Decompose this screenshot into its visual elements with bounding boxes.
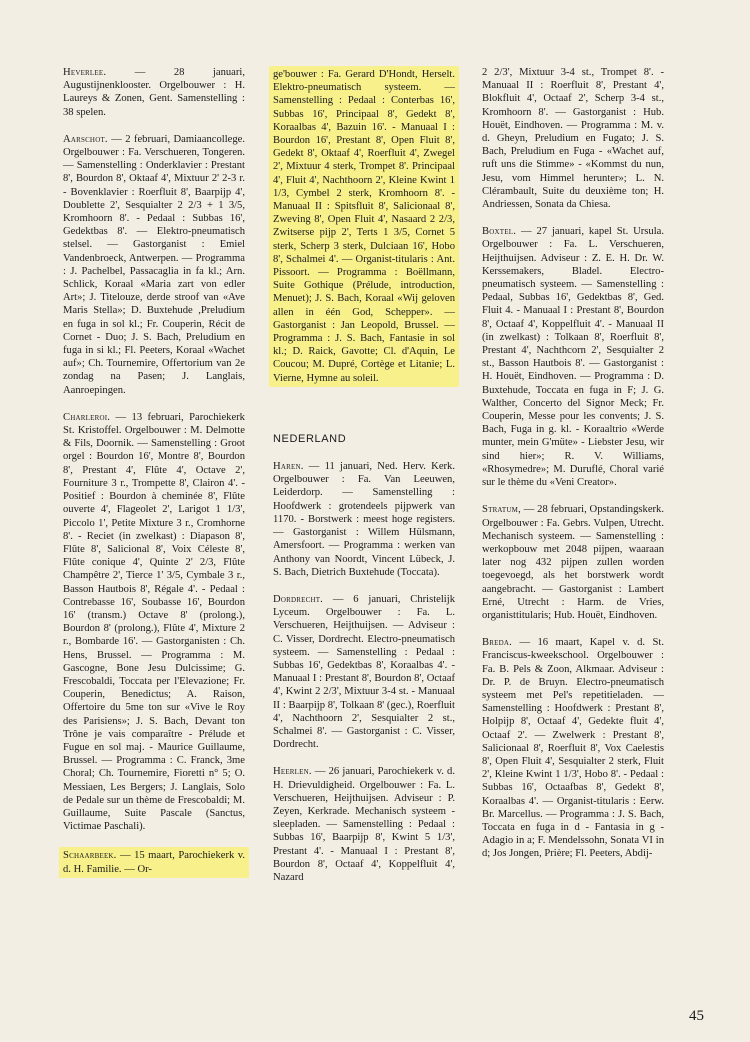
place-name: Schaarbeek. bbox=[63, 850, 117, 862]
place-name: Charleroi. bbox=[63, 411, 111, 423]
place-name: Heerlen. bbox=[273, 766, 312, 778]
place-name: Haren. bbox=[273, 461, 304, 473]
entry-text: — 13 februari, Parochiekerk St. Kristoffel. Orgelbouwer : M. Delmotte & Fils, Doornik. — Samenstelling : Groot orgel : Bourdon 16', Montre 8', Bourdon 8', Prestant 4', Flûte 4', Octave 2', Fourniture 3 r., Trompette 8', Clairon 4'. - Positief : Bourdon à cheminée 8', Flûte ouverte 4', Flageolet 2', Larigot 1 1/3', Piccolo 1', Petite Mixture 3 r., Cromhorne 8'. - Reciet (in zwelkast) : Diapason 8', Flûte 8', Salicional 8', Voix Céleste 8', Flûte conique 4', Quinte 2' 2/3, Flûte Champêtre 2', Tierce 1' 3/5, Cymbale 3 r., Basson Hautbois 8', Régale 4'. - Pedaal : Contrebasse 16', Soubasse 16', Bourdon 16' (transm.) Octave 8' (prolong.), Bourdon 8' (prolong.), Flûte 4', Mixture 2 r., Bombarde 16'. — Gastorganisten : Ch. Hens, Brussel. — Programma : M. Gascogne, Bone Jesu Dulcissime; G. Frescobaldi, Toccata per l'Elevazione; Fr. Couperin, Benedictus; A. Raison, Offertoire du 5me ton sur «Vive le Roy des Parisiens»; J. S. Bach, Devant ton Trône je vais comparaître - Prélude et Fugue en sol maj. - Maurice Guillaume, Brussel. — Programma : C. Franck, 3me Choral; Ch. Tournemire, Fioretti n° 5; O. Messiaen, Les Bergers; J. Langlais, Solo de Pedale sur un thème de Frescobaldi; M. Guillaume, Suite Pascale (Sanctus, Victimae Paschali). bbox=[63, 411, 245, 833]
concert-entry bbox=[482, 225, 664, 489]
column-3 bbox=[482, 66, 664, 875]
concert-entry bbox=[482, 66, 664, 211]
page-number: 45 bbox=[689, 1008, 704, 1024]
entry-text: ge'bouwer : Fa. Gerard D'Hondt, Herselt. Elektro-pneumatisch systeem. — Samenstelling : Pedaal : Conterbas 16', Subbas 16', Principaal 8', Gedekt 8', Koraalbas 4', Bazuin 16'. - Manuaal I : Bourdon 16', Prestant 8', Open Fluit 8', Gedekt 8', Oktaaf 4', Roerfluit 4', Zwegel 2', Mixtuur 4 sterk, Trompet 8'. Principaal 4', Fluit 4', Nachthoorn 2', Kleine Kwint 1 1/3, Cymbel 2 sterk, Kromhoorn 8'. - Manuaal II : Spitsfluit 8', Salicionaal 8', Zweving 8', Open Fluit 4', Nasaard 2 2/3, Zwitserse pijp 2', Terts 1 3/5, Cornet 5 sterk, Scherp 3 sterk, Dulciaan 16', Hobo 8', Schalmei 4'. — Organist-titularis : Ant. Pissoort. — Programma : Boëllmann, Suite Gothique (Prélude, introduction, Menuet); J. S. Bach, Koraal «Wij geloven allen in één God, Schepper». — Gastorganist : Jan Leopold, Brussel. — Programma : J. S. Bach, Fantasie in sol kl.; D. Raick, Gavotte; Cl. d'Aquin, Le Coucou; M. Dupré, Cortège et Litanie; L. Vierne, Hymne au soleil. bbox=[273, 69, 455, 384]
entry-text: — 6 januari, Christelijk Lyceum. Orgelbouwer : Fa. L. Verschueren, Heijthuijsen. — Adviseur : C. Visser, Dordrecht. Electro-pneumatisch systeem. — Samenstelling : Pedaal : Subbas 16', Gedektbas 8', Koraalbas 4'. - Manuaal I : Prestant 8', Bourdon 8', Octaaf 4', Kwint 2 2/3', Mixtuur 3-4 st. - Manuaal II : Baarpijp 8', Tolkaan 8' (gec.), Roerfluit 4', Nachthoorn 2', Sesquialter 2 st., Schalmei 8'. — Gastorganist : C. Visser, Dordrecht. bbox=[273, 593, 455, 751]
entry-text: — 11 januari, Ned. Herv. Kerk. Orgelbouwer : Fa. Van Leeuwen, Leiderdorp. — Samenstelling : Hoofdwerk : grotendeels pijpwerk van 1170. - Borstwerk : meest hoge registers. — Gastorganist : Willem Hülsmann, Amersfoort. — Programma : werken van Anthony van Noordt, Vincent Lübeck, J. S. Bach, Dietrich Buxtehude (Toccata). bbox=[273, 461, 455, 578]
entry-text: — 2 februari, Damiaancollege. Orgelbouwer : Fa. Verschueren, Tongeren. — Samenstelling : Onderklavier : Prestant 8', Bourdon 8', Oktaaf 4', Mixtuur 2' 2-3 r. - Bovenklavier : Roerfluit 8', Baarpijp 4', Doublette 2', Sesquialter 2 2/3 + 1 3/5, Kromhoorn 8'. - Pedaal : Subbas 16', Gedektbas 8'. — Elektro-pneumatisch stelsel. — Gastorganist : Emiel Vandenbroeck, Antwerpen. — Programma : J. Pachelbel, Passacaglia in fa kl.; Arn. Schlick, Koraal «Maria zart von edler Art»; J. Titelouze, derde stroof van «Ave Maris Stella»; D. Buxtehude ,Preludium en fuga in sol kl.; Fr. Couperin, Récit de Cornet - Duo; J. S. Bach, Preludium en fuga in si kl.; Fl. Peeters, Koraal «Wachet auf»; Ch. Tournemire, Offertorium van 2e zondag na Pasen; J. Langlais, Aanroepingen. bbox=[63, 133, 245, 396]
column-1 bbox=[63, 66, 245, 892]
place-name: Boxtel. bbox=[482, 226, 517, 238]
highlighted-entry bbox=[269, 66, 459, 387]
entry-text: — 28 januari, Augustijnenklooster. Orgelbouwer : H. Laureys & Zonen, Gent. Samenstelling : 38 spelen. bbox=[63, 67, 245, 118]
concert-entry bbox=[63, 411, 245, 834]
concert-entry bbox=[482, 636, 664, 860]
entry-text: — 16 maart, Kapel v. d. St. Franciscus-kweekschool. Orgelbouwer : Fa. B. Pels & Zoon, Alkmaar. Adviseur : Dr. P. de Bruyn. Electro-pneumatisch systeem met Pel's repetitieladen. — Samenstelling : Hoofdwerk : Prestant 8', Holpijp 8', Octaaf 4', Gedekte fluit 4', Octaaf 2'. — Zwelwerk : Prestant 8', Salicionaal 8', Roerfluit 8', Vox Caelestis 8', Open Fluit 4', Sesquialter 2 sterk, Fluit 2', Kleine Kwint 1 1/3', Hobo 8'. - Pedaal : Subbas 16', Octaafbas 8', Gedekt 8', Koraalbas 4'. — Organist-titularis : Eerw. Br. Marcellus. — Programma : J. S. Bach, Toccata en fuga in d - Fantasia in g - Adagio in a; F. Mendelssohn, Sonata VI in d; Jos Jongen, Prière; Fl. Peeters, Abdij- bbox=[482, 637, 665, 860]
entry-text: 2 2/3', Mixtuur 3-4 st., Trompet 8'. - Manuaal II : Roerfluit 8', Prestant 4', Blokfluit 4', Octaaf 2', Scherp 3-4 st., Kromhoorn 8'. — Gastorganist : Hub. Houët, Eindhoven. — Programma : M. v. d. Gheyn, Preludium en Fugato; J. S. Bach, Preludium en Fuga - «Wachet auf, ruft uns die Stimme» - «Kommst du nun, Jesu, vom Himmel herunter»; L. N. Clérambault, Suite du deuxième ton; H. Andriessen, Sonata da Chiesa. bbox=[482, 67, 664, 211]
entry-text: — 27 januari, kapel St. Ursula. Orgelbouwer : Fa. L. Verschueren, Heijthuijsen. Adviseur : Z. E. H. Dr. W. Kerssemakers, Bladel. Electro-pneumatisch systeem. — Samenstelling : Pedaal, Subbas 16', Gedektbas 8', Ged. Fluit 4. - Manuaal I : Prestant 8', Bourdon 8', Octaaf 4', Koppelfluit 4'. - Manuaal II (in zwelkast) : Tolkaan 8', Roerfluit 8', Prestant 4', Nachthcorn 2', Sesquialter 2 st., Basson Hautbois 8'. — Gastorganist : H. Houët, Eindhoven. — Programma : D. Buxtehude, Toccata en fuga in F; J. G. Walther, Concerto del Signor Meck; Fr. Couperin, Messe pour les convents; J. S. Bach, Fuga in g. kl. - Koraaltrio «Werde munter, mein G'müte» - Liebster Jesu, wir sind hier»; R. V. Williams, «Rhosymedre»; M. Duruflé, Choral varié sur le thème du «Veni Creator». bbox=[482, 226, 664, 489]
section-heading: NEDERLAND bbox=[273, 432, 347, 445]
place-name: Heverlee. bbox=[63, 67, 107, 78]
entry-text: — 15 maart, Parochiekerk v. d. H. Familie. — Or- bbox=[63, 850, 245, 875]
concert-entry bbox=[63, 133, 245, 397]
concert-entry bbox=[63, 66, 245, 119]
column-2 bbox=[273, 66, 455, 898]
entry-text: — 28 februari, Opstandingskerk. Orgelbouwer : Fa. Gebrs. Vulpen, Utrecht. Mechanisch systeem. — Samenstelling : werkopbouw met 2048 pijpen, waaraan later nog 432 pijpen zullen worden toegevoegd, als het borstwerk wordt aangebracht. — Gastorganist : Lambert Erné, Utrecht : Harm. de Vries, organisttitularis; Hub. Houët, Eindhoven. bbox=[482, 504, 665, 621]
concert-entry bbox=[273, 460, 455, 579]
place-name: Breda. bbox=[482, 637, 512, 649]
concert-entry bbox=[273, 765, 455, 884]
place-name: Dordrecht. bbox=[273, 593, 324, 605]
concert-entry bbox=[482, 503, 664, 622]
concert-entry bbox=[273, 593, 455, 751]
highlighted-entry bbox=[59, 847, 249, 877]
entry-text: — 26 januari, Parochiekerk v. d. H. Drievuldigheid. Orgelbouwer : Fa. L. Verschueren, Heijthuijsen. Adviseur : P. Zeyen, Kerkrade. Mechanisch systeem - sleepladen. — Samenstelling : Pedaal : Subbas 16', Baarpijp 8', Kwint 5 1/3', Prestant 4'. - Manuaal I : Prestant 8', Bourdon 8', Octaaf 4', Koppelfluit 4', Nazard bbox=[273, 766, 455, 883]
place-name: Aarschot. bbox=[63, 133, 108, 145]
place-name: Stratum, bbox=[482, 504, 521, 516]
